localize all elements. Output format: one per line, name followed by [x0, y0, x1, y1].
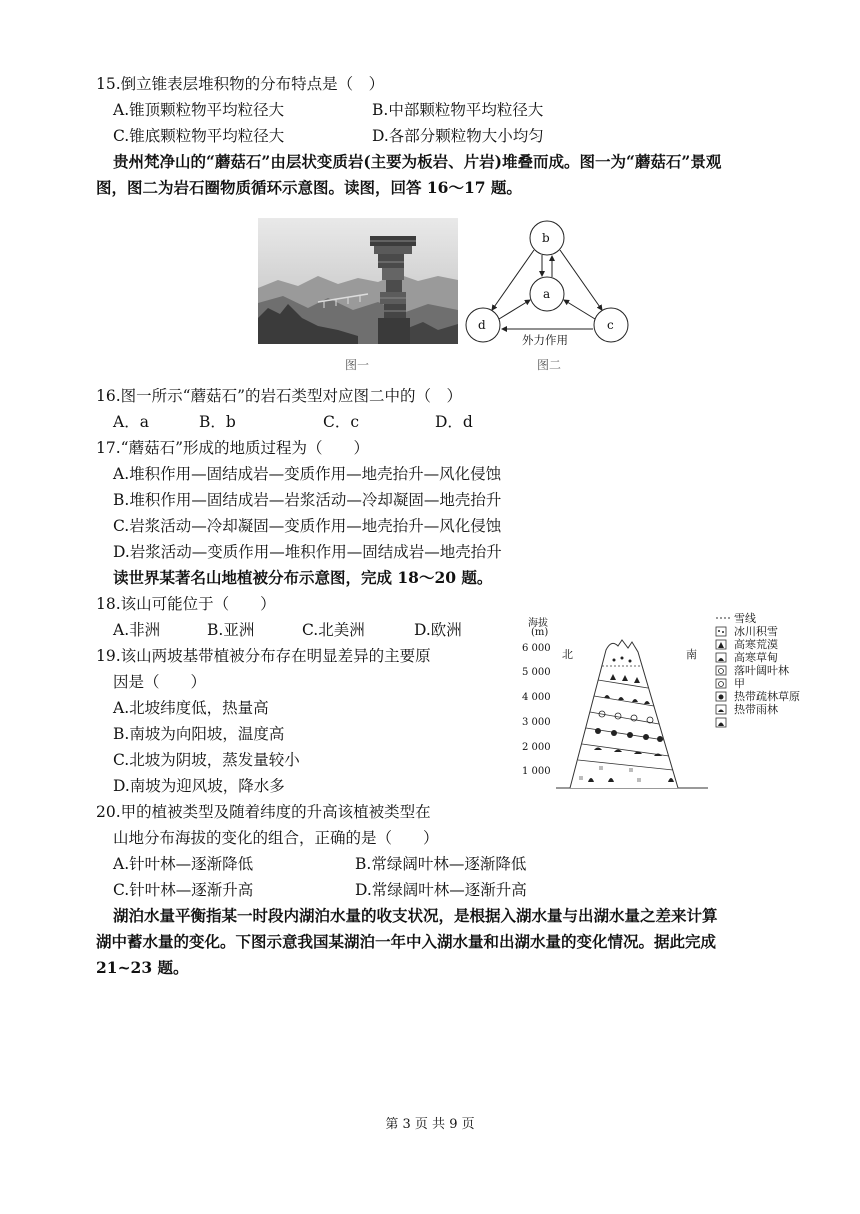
intro-21-23-line1: 湖泊水量平衡指某一时段内湖泊水量的收支状况，是根据入湖水量与出湖水量之差来计算 — [113, 906, 718, 925]
q17-option-d: D.岩浆活动—变质作用—堆积作用—固结成岩—地壳抬升 — [113, 543, 502, 561]
q17-option-c: C.岩浆活动—冷却凝固—变质作用—地壳抬升—风化侵蚀 — [113, 517, 502, 535]
q15-option-d: D.各部分颗粒物大小均匀 — [372, 127, 544, 145]
q17-option-a: A.堆积作用—固结成岩—变质作用—地壳抬升—风化侵蚀 — [113, 465, 502, 483]
node-b-label: b — [542, 231, 550, 245]
q18-option-d: D.欧洲 — [414, 621, 462, 639]
q15-option-c: C.锥底颗粒物平均粒径大 — [113, 127, 285, 145]
q18-option-c: C.北美洲 — [302, 621, 365, 639]
intro-21-23-line2: 湖中蓄水量的变化。下图示意我国某湖泊一年中入湖水量和出湖水量的变化情况。据此完成 — [96, 932, 717, 951]
figure-1-caption: 图一 — [345, 358, 370, 372]
q16-option-d: D．d — [435, 413, 473, 431]
q19-option-c: C.北坡为阴坡，蒸发量较小 — [113, 751, 300, 769]
page-number: 第 3 页 共 9 页 — [385, 1117, 475, 1132]
intro-18-20: 读世界某著名山地植被分布示意图，完成 18～20 题。 — [113, 568, 493, 587]
node-c-label: c — [607, 318, 614, 332]
node-a-label: a — [543, 287, 551, 301]
legend-rainforest: 热带雨林 — [734, 703, 778, 716]
q16-option-c: C．c — [323, 413, 360, 431]
legend-snowline: 雪线 — [734, 612, 756, 625]
q16-stem: 16.图一所示“蘑菇石”的岩石类型对应图二中的（ ） — [96, 387, 462, 405]
q20-option-b: B.常绿阔叶林—逐渐降低 — [355, 855, 527, 873]
q20-option-d: D.常绿阔叶林—逐渐升高 — [355, 881, 527, 899]
intro-16-17-line2: 图，图二为岩石圈物质循环示意图。读图，回答 16～17 题。 — [96, 178, 522, 197]
altitude-label: 海拔 — [528, 618, 548, 629]
q19-option-b: B.南坡为向阳坡，温度高 — [113, 725, 285, 743]
q20-option-c: C.针叶林—逐渐升高 — [113, 881, 254, 899]
legend-deciduous-forest: 落叶阔叶林 — [734, 664, 789, 677]
q16-option-a: A．a — [113, 413, 149, 431]
tick-6000: 6 000 — [522, 643, 551, 654]
node-d-label: d — [478, 318, 486, 332]
q18-option-b: B.亚洲 — [207, 621, 255, 639]
q15-option-a: A.锥顶颗粒物平均粒径大 — [113, 101, 285, 119]
south-label: 南 — [686, 648, 697, 661]
q18-option-a: A.非洲 — [113, 621, 161, 639]
q19-stem-line1: 19.该山两坡基带植被分布存在明显差异的主要原 — [96, 647, 431, 665]
figure-2-caption: 图二 — [537, 358, 562, 372]
intro-16-17-line1: 贵州梵净山的“蘑菇石”由层状变质岩(主要为板岩、片岩)堆叠而成。图一为“蘑菇石”景观 — [113, 152, 722, 171]
q20-stem-line2: 山地分布海拔的变化的组合，正确的是（ ） — [113, 829, 439, 847]
external-force-label: 外力作用 — [522, 333, 568, 347]
legend-alpine-desert: 高寒荒漠 — [734, 638, 778, 651]
altitude-unit: (m) — [531, 627, 549, 638]
q19-stem-line2: 因是（ ） — [113, 673, 207, 691]
legend-jia: 甲 — [734, 677, 745, 690]
legend-savanna: 热带疏林草原 — [734, 690, 800, 703]
north-label: 北 — [562, 648, 573, 661]
q20-stem-line1: 20.甲的植被类型及随着纬度的升高该植被类型在 — [96, 803, 431, 821]
mountain-vegetation-diagram — [518, 606, 814, 798]
q15-stem: 15.倒立锥表层堆积物的分布特点是（ ） — [96, 75, 385, 93]
tick-2000: 2 000 — [522, 742, 551, 753]
mushroom-stone-photo — [258, 218, 458, 344]
q18-stem: 18.该山可能位于（ ） — [96, 595, 276, 613]
q17-option-b: B.堆积作用—固结成岩—岩浆活动—冷却凝固—地壳抬升 — [113, 491, 502, 509]
q20-option-a: A.针叶林—逐渐降低 — [113, 855, 254, 873]
tick-3000: 3 000 — [522, 717, 551, 728]
tick-5000: 5 000 — [522, 667, 551, 678]
tick-1000: 1 000 — [522, 766, 551, 777]
intro-21-23-line3: 21~23 题。 — [96, 958, 189, 977]
tick-4000: 4 000 — [522, 692, 551, 703]
q19-option-d: D.南坡为迎风坡，降水多 — [113, 777, 285, 795]
rock-cycle-diagram — [462, 216, 634, 352]
q15-option-b: B.中部颗粒物平均粒径大 — [372, 101, 544, 119]
q17-stem: 17.“蘑菇石”形成的地质过程为（ ） — [96, 439, 369, 457]
q19-option-a: A.北坡纬度低，热量高 — [113, 699, 269, 717]
q16-option-b: B．b — [199, 413, 236, 431]
legend-alpine-meadow: 高寒草甸 — [734, 651, 778, 664]
legend-glacier: 冰川积雪 — [734, 625, 778, 638]
